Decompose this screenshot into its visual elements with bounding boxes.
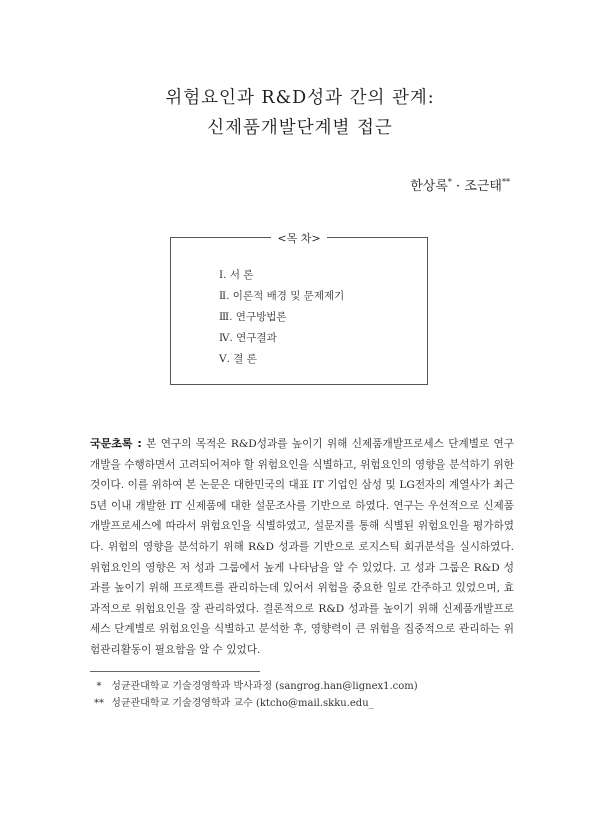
toc-item: Ⅲ. 연구방법론 <box>219 311 287 323</box>
paper-title-line-2: 신제품개발단계별 접근 <box>207 118 393 138</box>
footnote-mark: ** <box>94 698 104 709</box>
author-name-2: 조근태 <box>464 179 502 194</box>
footnote-text: 성균관대학교 기술경영학과 박사과정 (sangrog.han@lignex1.com) <box>111 681 418 692</box>
abstract-text: 본 연구의 목적은 R&D성과를 높이기 위해 신제품개발프로세스 단계별로 연구개발을 수행하면서 고려되어져야 할 위험요인을 식별하고, 위험요인의 영향을 분석하기 위한 것이다. 이를 위하여 본 논문은 대한민국의 대표 IT 기업인 삼성 및 LG전자의 계열사가 최근 5년 이내 개발한 IT 신제품에 대한 설문조사를 기반으로 하였다. 연구는 우선적으로 신제품개발프로세스에 따라서 위험요인을 식별하였고, 설문지를 통해 식별된 위험요인을 평가하였다. 위험의 영향을 분석하기 위해 R&D 성과를 기반으로 로지스틱 회귀분석을 실시하였다. 위험요인의 영향은 저 성과 그룹에서 높게 나타남을 알 수 있었다. 고 성과 그룹은 R&D 성과를 높이기 위해 프로젝트를 관리하는데 있어서 위험을 중요한 일로 간주하고 있었으며, 효과적으로 위험요인을 잘 관리하였다. 결론적으로 R&D 성과를 높이기 위해 신제품개발프로세스 단계별로 위험요인을 식별하고 분석한 후, 영향력이 큰 위험을 집중적으로 관리하는 위험관리활동이 필요함을 알 수 있었다. <box>90 438 515 656</box>
toc-heading-text: <목 차> <box>271 232 326 245</box>
toc-item: Ⅰ. 서 론 <box>219 269 254 281</box>
toc-item: Ⅱ. 이론적 배경 및 문제제기 <box>219 290 345 302</box>
toc-item: Ⅳ. 연구결과 <box>219 332 277 344</box>
footnote-1 <box>90 677 418 692</box>
author-name-1: 한상록 <box>410 179 448 194</box>
footnote-divider <box>90 671 260 672</box>
toc-heading <box>171 230 427 246</box>
author-line <box>410 175 510 194</box>
toc-list <box>219 268 344 373</box>
abstract-label: 국문초록 : <box>90 437 142 450</box>
footnote-text: 성균관대학교 기술경영학과 교수 (ktcho@mail.skku.edu_ <box>111 698 374 709</box>
paper-title-line-1: 위험요인과 R&D성과 간의 관계: <box>165 88 435 108</box>
author-separator: · <box>451 179 465 194</box>
footnote-mark: * <box>96 681 102 692</box>
table-of-contents <box>170 232 428 385</box>
author-mark-1: * <box>447 177 452 187</box>
toc-item: Ⅴ. 결 론 <box>219 353 257 365</box>
korean-abstract <box>90 434 514 661</box>
author-mark-2: ** <box>502 177 510 187</box>
footnote-2 <box>90 694 374 709</box>
